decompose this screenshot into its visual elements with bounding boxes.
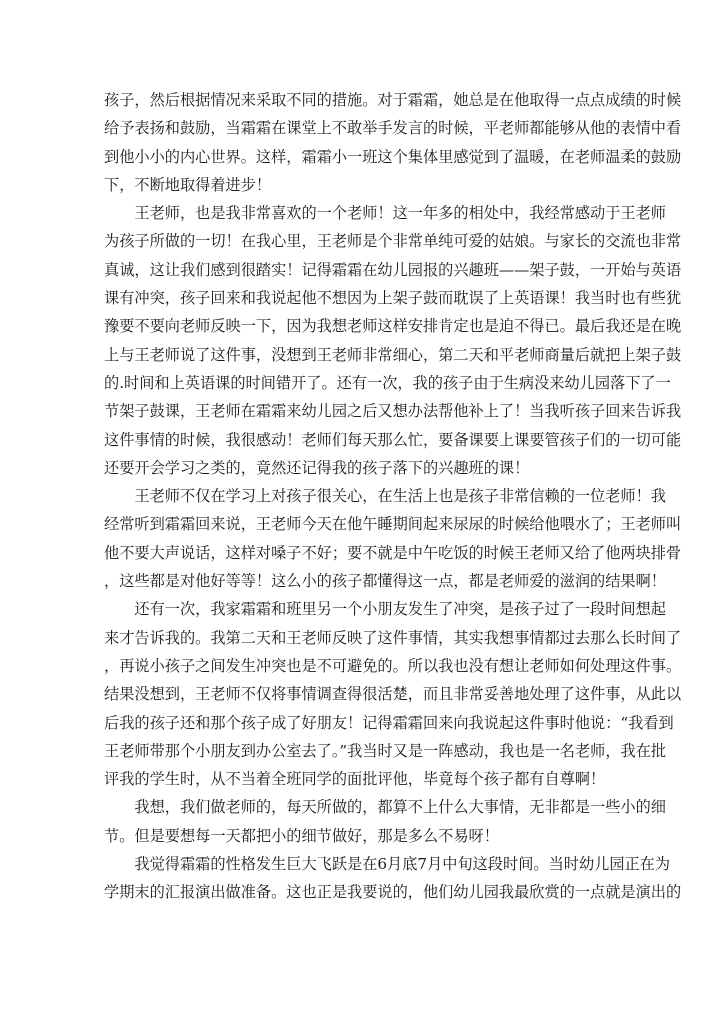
text-line: 学期末的汇报演出做准备。这也正是我要说的，他们幼儿园我最欣赏的一点就是演出的: [104, 883, 682, 902]
text-line: 这件事情的时候，我很感动！老师们每天那么忙，要备课要上课要管孩子们的一切可能: [104, 430, 682, 449]
text-line: 评我的学生时，从不当着全班同学的面批评他，毕竟每个孩子都有自尊啊！: [104, 770, 606, 789]
text-line: ，再说小孩子之间发生冲突也是不可避免的。所以我也没有想让老师如何处理这件事。: [104, 656, 682, 675]
paragraph-6: [104, 850, 682, 907]
text-line: 王老师，也是我非常喜欢的一个老师！这一年多的相处中，我经常感动于王老师: [104, 204, 666, 223]
text-line: 我觉得霜霜的性格发生巨大飞跃是在6月底7月中旬这段时间。当时幼儿园正在为: [104, 855, 671, 874]
text-line: 还有一次，我家霜霜和班里另一个小朋友发生了冲突，是孩子过了一段时间想起: [104, 600, 666, 619]
paragraph-5: [104, 793, 666, 850]
text-line: 王老师不仅在学习上对孩子很关心，在生活上也是孩子非常信赖的一位老师！我: [104, 487, 666, 506]
text-line: 他不要大声说话，这样对嗓子不好；要不就是中午吃饭的时候王老师又给了他两块排骨: [104, 543, 682, 562]
document-body: [104, 86, 682, 907]
text-line: 节。但是要想每一天都把小的细节做好，那是多么不易呀！: [104, 826, 499, 845]
text-line: 结果没想到，王老师不仅将事情调查得很活楚，而且非常妥善地处理了这件事，从此以: [104, 685, 682, 704]
text-line: 课有冲突，孩子回来和我说起他不想因为上架子鼓而耽误了上英语课！我当时也有些犹: [104, 289, 682, 308]
paragraph-2: [104, 199, 682, 482]
text-line: ，这些都是对他好等等！这么小的孩子都懂得这一点，都是老师爱的滋润的结果啊！: [104, 572, 666, 591]
paragraph-4: [104, 595, 682, 793]
text-line: 上与王老师说了这件事，没想到王老师非常细心，第二天和平老师商量后就把上架子鼓: [104, 345, 682, 364]
text-line: 豫要不要向老师反映一下，因为我想老师这样安排肯定也是迫不得已。最后我还是在晚: [104, 317, 682, 336]
text-line: 孩子，然后根据情况来采取不同的措施。对于霜霜，她总是在他取得一点点成绩的时候: [104, 91, 682, 109]
text-line: 我想，我们做老师的，每天所做的，都算不上什么大事情，无非都是一些小的细: [104, 798, 666, 817]
text-line: 真诚，这让我们感到很踏实！记得霜霜在幼儿园报的兴趣班——架子鼓，一开始与英语: [104, 260, 682, 279]
text-line: 经常听到霜霜回来说，王老师今天在他午睡期间起来尿尿的时候给他喂水了；王老师叫: [104, 515, 682, 534]
text-line: 来才告诉我的。我第二天和王老师反映了这件事情，其实我想事情都过去那么长时间了: [104, 628, 682, 647]
paragraph-3: [104, 482, 682, 595]
text-line: 王老师带那个小朋友到办公室去了。”我当时又是一阵感动，我也是一名老师，我在批: [104, 741, 667, 760]
paragraph-1: [104, 86, 682, 199]
text-line: 的.时间和上英语课的时间错开了。还有一次，我的孩子由于生病没来幼儿园落下了一: [104, 373, 671, 392]
text-line: 到他小小的内心世界。这样，霜霜小一班这个集体里感觉到了温暖，在老师温柔的鼓励: [104, 147, 682, 166]
text-line: 下，不断地取得着进步！: [104, 175, 272, 194]
text-line: 后我的孩子还和那个孩子成了好朋友！记得霜霜回来向我说起这件事时他说：“我看到: [104, 713, 674, 732]
text-line: 还要开会学习之类的，竟然还记得我的孩子落下的兴趣班的课！: [104, 458, 530, 477]
text-line: 给予表扬和鼓励，当霜霜在课堂上不敢举手发言的时候，平老师都能够从他的表情中看: [104, 119, 682, 138]
text-line: 为孩子所做的一切！在我心里，王老师是个非常单纯可爱的姑娘。与家长的交流也非常: [104, 232, 682, 251]
text-line: 节架子鼓课，王老师在霜霜来幼儿园之后又想办法帮他补上了！当我听孩子回来告诉我: [104, 402, 682, 421]
